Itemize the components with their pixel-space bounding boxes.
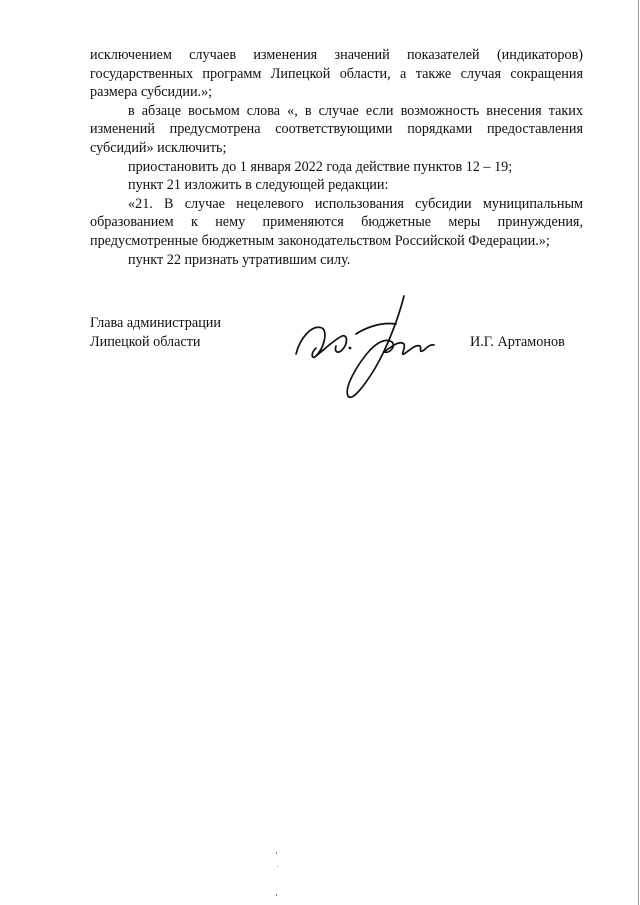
paragraph-continuation: исключением случаев изменения значений показателей (индикаторов) государственных программ Липецкой области, а также случая сокращения размера субсидии.»; bbox=[90, 47, 583, 101]
paragraph-suspend: приостановить до 1 января 2022 года действие пунктов 12 – 19; bbox=[128, 158, 513, 175]
signatory-name: И.Г. Артамонов bbox=[470, 334, 565, 350]
signatory-position-line2: Липецкой области bbox=[90, 333, 201, 350]
signatory-position-line1: Глава администрации bbox=[90, 315, 221, 331]
document-body bbox=[90, 46, 583, 269]
scan-specks bbox=[268, 848, 288, 898]
page-edge bbox=[638, 0, 639, 905]
paragraph-item-22: пункт 22 признать утратившим силу. bbox=[128, 251, 351, 268]
paragraph-abzac-8: в абзаце восьмом слова «, в случае если возможность внесения таких изменений предусмотрена соответствующими порядками предоставления субсидий» исключить; bbox=[90, 102, 583, 156]
handwritten-signature bbox=[286, 290, 436, 406]
signatory-position bbox=[90, 314, 221, 351]
paragraph-item-21-intro: пункт 21 изложить в следующей редакции: bbox=[128, 177, 389, 194]
paragraph-item-21-text: «21. В случае нецелевого использования субсидии муниципальным образованием к нему применяются бюджетные меры принуждения, предусмотренные бюджетным законодательством Российской Федерации.»; bbox=[90, 195, 583, 249]
